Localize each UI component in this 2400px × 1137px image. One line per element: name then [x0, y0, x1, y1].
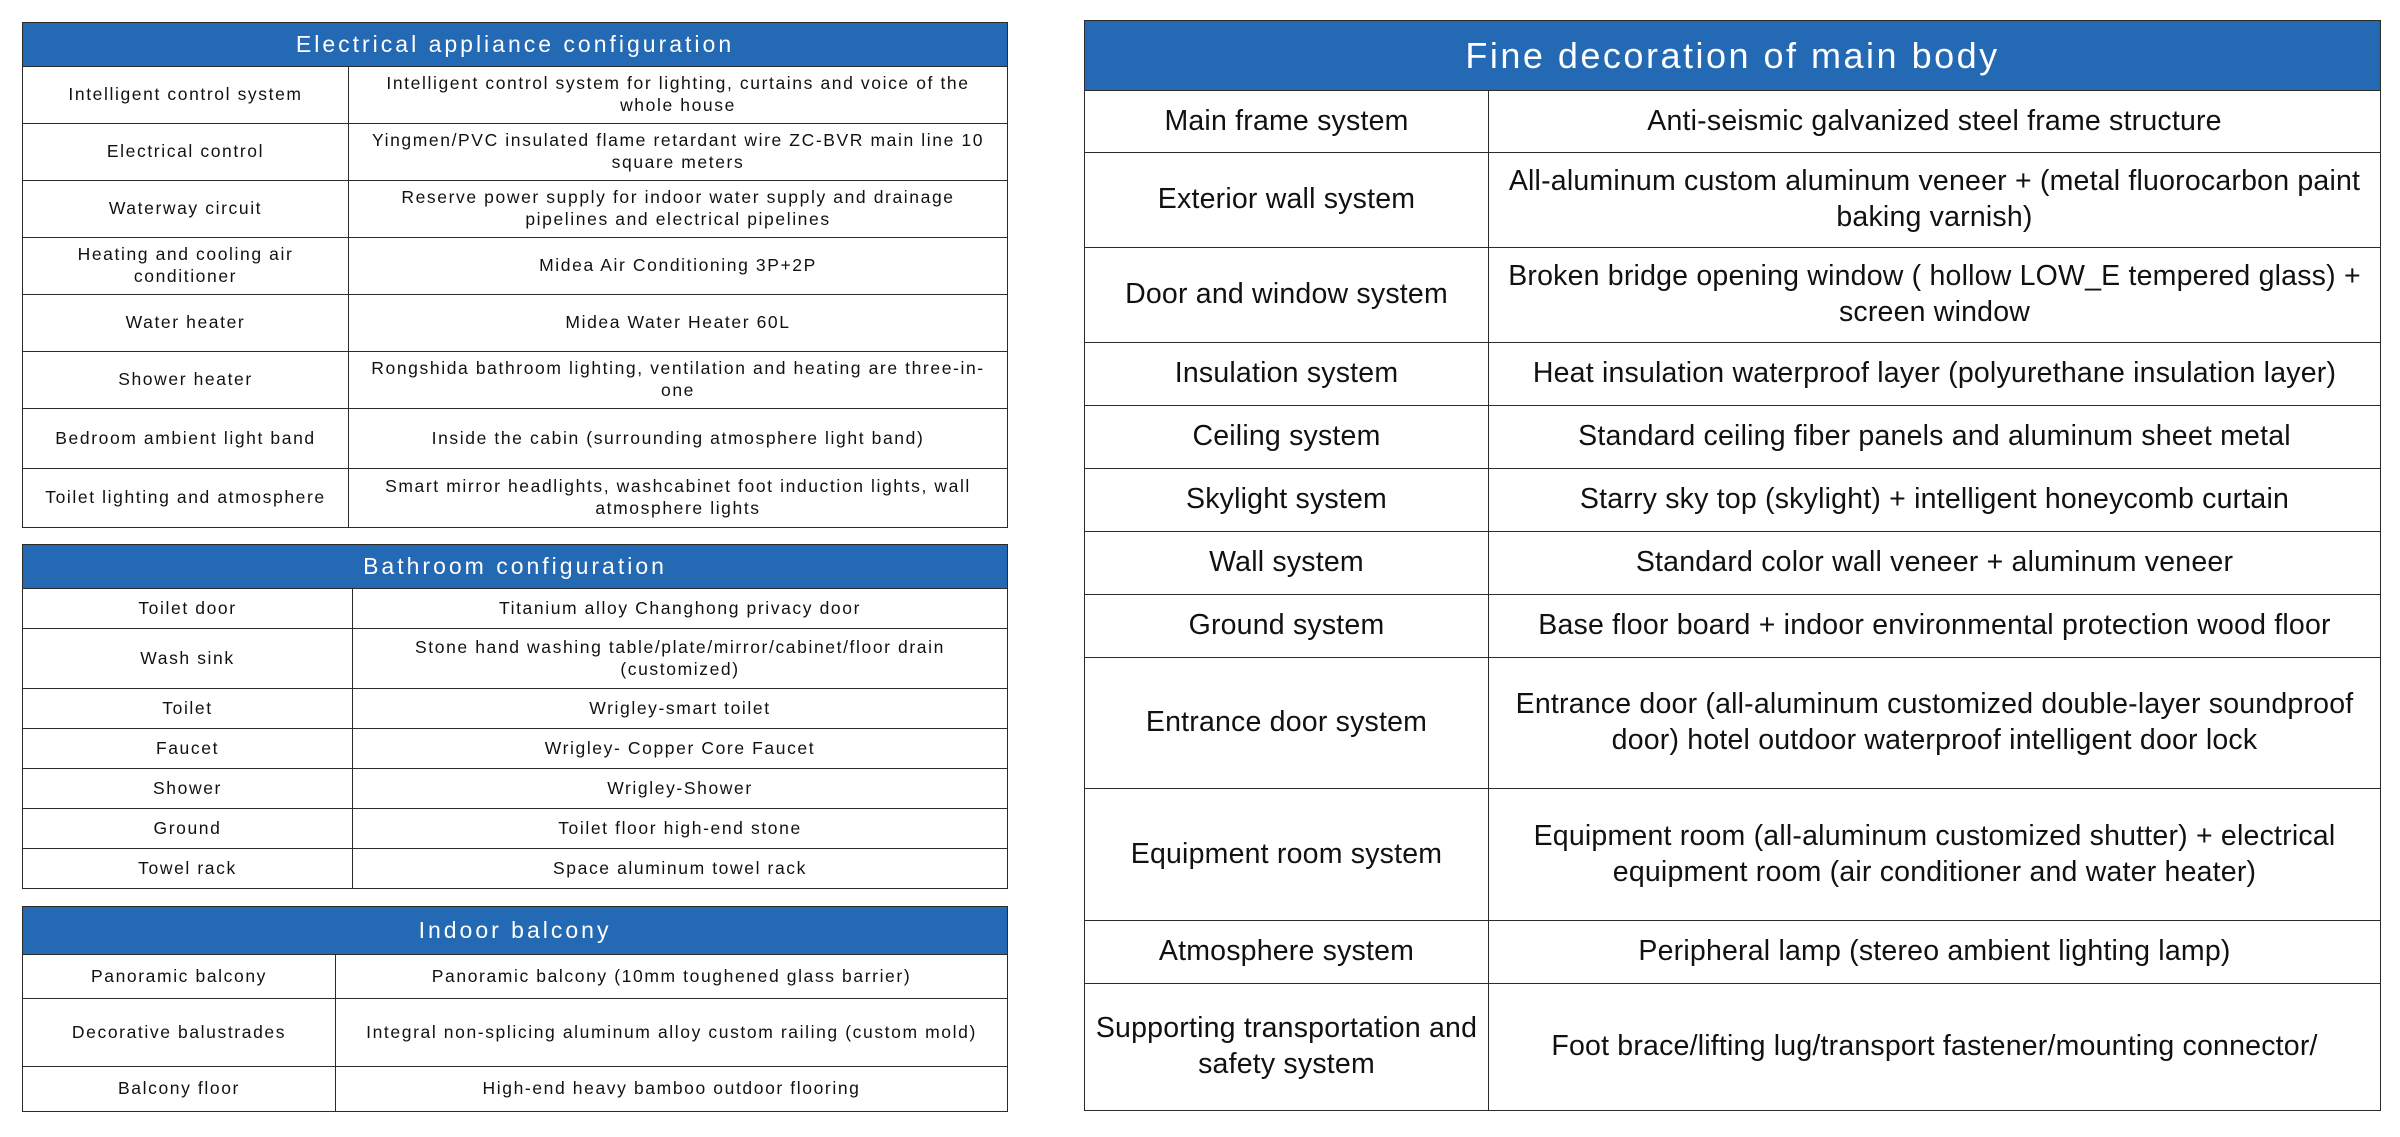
table-row: [23, 629, 1008, 689]
desc-cell: Broken bridge opening window ( hollow LOW_E tempered glass) + screen window: [1489, 248, 2381, 343]
item-cell: Shower heater: [23, 352, 349, 409]
item-cell: Panoramic balcony: [23, 955, 336, 999]
item-cell: Balcony floor: [23, 1067, 336, 1112]
table-row: [23, 729, 1008, 769]
desc-cell: Yingmen/PVC insulated flame retardant wire ZC-BVR main line 10 square meters: [349, 124, 1008, 181]
table-row: [1085, 91, 2381, 153]
item-cell: Entrance door system: [1085, 658, 1489, 789]
table-row: [1085, 921, 2381, 984]
desc-cell: All-aluminum custom aluminum veneer + (metal fluorocarbon paint baking varnish): [1489, 153, 2381, 248]
desc-cell: Stone hand washing table/plate/mirror/cabinet/floor drain (customized): [353, 629, 1008, 689]
desc-cell: Entrance door (all-aluminum customized double-layer soundproof door) hotel outdoor waterproof intelligent door lock: [1489, 658, 2381, 789]
desc-cell: Starry sky top (skylight) + intelligent honeycomb curtain: [1489, 469, 2381, 532]
item-cell: Decorative balustrades: [23, 999, 336, 1067]
table-row: [23, 999, 1008, 1067]
table-row: [23, 1067, 1008, 1112]
desc-cell: Rongshida bathroom lighting, ventilation and heating are three-in-one: [349, 352, 1008, 409]
table-title: Fine decoration of main body: [1085, 21, 2381, 91]
table-row: [1085, 658, 2381, 789]
item-cell: Main frame system: [1085, 91, 1489, 153]
table-row: [1085, 343, 2381, 406]
table-row: [1085, 153, 2381, 248]
item-cell: Toilet door: [23, 589, 353, 629]
table-row: [23, 295, 1008, 352]
item-cell: Skylight system: [1085, 469, 1489, 532]
item-cell: Atmosphere system: [1085, 921, 1489, 984]
desc-cell: Space aluminum towel rack: [353, 849, 1008, 889]
item-cell: Water heater: [23, 295, 349, 352]
item-cell: Ground system: [1085, 595, 1489, 658]
table-row: [23, 955, 1008, 999]
item-cell: Door and window system: [1085, 248, 1489, 343]
table-row: [1085, 789, 2381, 921]
desc-cell: Base floor board + indoor environmental protection wood floor: [1489, 595, 2381, 658]
balcony-config-table: [22, 906, 1008, 1112]
table-row: [1085, 248, 2381, 343]
desc-cell: Titanium alloy Changhong privacy door: [353, 589, 1008, 629]
table-title: Indoor balcony: [23, 907, 1008, 955]
fine-decoration-table: [1084, 20, 2381, 1111]
desc-cell: Midea Air Conditioning 3P+2P: [349, 238, 1008, 295]
item-cell: Equipment room system: [1085, 789, 1489, 921]
table-title: Electrical appliance configuration: [23, 23, 1008, 67]
item-cell: Wall system: [1085, 532, 1489, 595]
desc-cell: High-end heavy bamboo outdoor flooring: [336, 1067, 1008, 1112]
table-row: [23, 849, 1008, 889]
table-row: [1085, 595, 2381, 658]
desc-cell: Smart mirror headlights, washcabinet foot induction lights, wall atmosphere lights: [349, 469, 1008, 528]
table-row: [23, 469, 1008, 528]
desc-cell: Equipment room (all-aluminum customized shutter) + electrical equipment room (air conditioner and water heater): [1489, 789, 2381, 921]
table-row: [23, 352, 1008, 409]
desc-cell: Anti-seismic galvanized steel frame structure: [1489, 91, 2381, 153]
item-cell: Supporting transportation and safety system: [1085, 984, 1489, 1111]
item-cell: Shower: [23, 769, 353, 809]
item-cell: Exterior wall system: [1085, 153, 1489, 248]
item-cell: Ground: [23, 809, 353, 849]
table-row: [23, 238, 1008, 295]
desc-cell: Midea Water Heater 60L: [349, 295, 1008, 352]
table-row: [23, 181, 1008, 238]
desc-cell: Peripheral lamp (stereo ambient lighting lamp): [1489, 921, 2381, 984]
item-cell: Insulation system: [1085, 343, 1489, 406]
bathroom-config-table: [22, 544, 1008, 889]
desc-cell: Standard color wall veneer + aluminum veneer: [1489, 532, 2381, 595]
table-row: [23, 124, 1008, 181]
desc-cell: Wrigley-Shower: [353, 769, 1008, 809]
desc-cell: Standard ceiling fiber panels and aluminum sheet metal: [1489, 406, 2381, 469]
table-row: [23, 409, 1008, 469]
item-cell: Intelligent control system: [23, 67, 349, 124]
table-row: [23, 769, 1008, 809]
item-cell: Faucet: [23, 729, 353, 769]
desc-cell: Wrigley- Copper Core Faucet: [353, 729, 1008, 769]
item-cell: Wash sink: [23, 629, 353, 689]
table-row: [1085, 469, 2381, 532]
electrical-config-table: [22, 22, 1008, 528]
desc-cell: Reserve power supply for indoor water supply and drainage pipelines and electrical pipelines: [349, 181, 1008, 238]
item-cell: Bedroom ambient light band: [23, 409, 349, 469]
table-row: [23, 67, 1008, 124]
table-row: [1085, 406, 2381, 469]
item-cell: Toilet: [23, 689, 353, 729]
desc-cell: Wrigley-smart toilet: [353, 689, 1008, 729]
desc-cell: Inside the cabin (surrounding atmosphere light band): [349, 409, 1008, 469]
desc-cell: Heat insulation waterproof layer (polyurethane insulation layer): [1489, 343, 2381, 406]
desc-cell: Intelligent control system for lighting, curtains and voice of the whole house: [349, 67, 1008, 124]
table-row: [23, 809, 1008, 849]
desc-cell: Integral non-splicing aluminum alloy custom railing (custom mold): [336, 999, 1008, 1067]
desc-cell: Panoramic balcony (10mm toughened glass barrier): [336, 955, 1008, 999]
table-row: [23, 589, 1008, 629]
table-row: [1085, 532, 2381, 595]
item-cell: Toilet lighting and atmosphere: [23, 469, 349, 528]
desc-cell: Foot brace/lifting lug/transport fastener/mounting connector/: [1489, 984, 2381, 1111]
table-row: [1085, 984, 2381, 1111]
item-cell: Towel rack: [23, 849, 353, 889]
table-title: Bathroom configuration: [23, 545, 1008, 589]
item-cell: Waterway circuit: [23, 181, 349, 238]
item-cell: Heating and cooling air conditioner: [23, 238, 349, 295]
item-cell: Ceiling system: [1085, 406, 1489, 469]
item-cell: Electrical control: [23, 124, 349, 181]
table-row: [23, 689, 1008, 729]
desc-cell: Toilet floor high-end stone: [353, 809, 1008, 849]
